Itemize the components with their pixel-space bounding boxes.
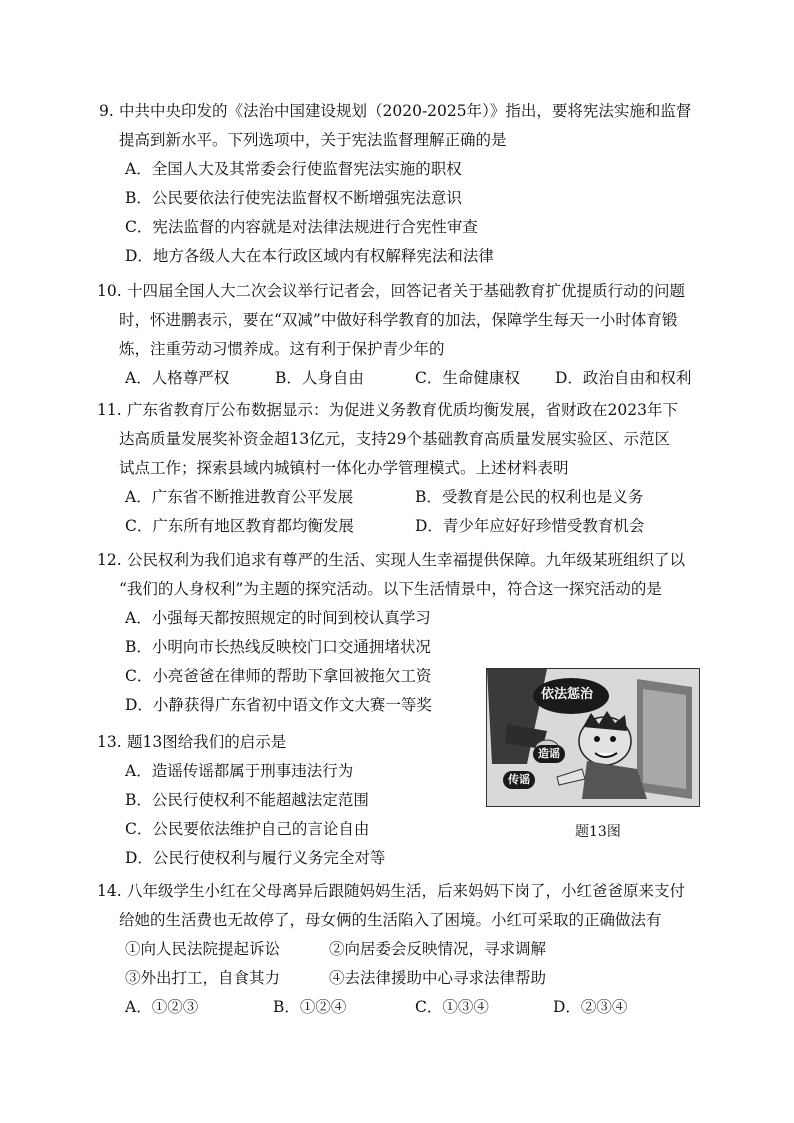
option-a: A．人格尊严权 [125, 369, 230, 387]
question-stem: 十四届全国人大二次会议举行记者会，回答记者关于基础教育扩优提质行动的问题 [127, 282, 686, 300]
option-c: C．①③④ [415, 998, 489, 1016]
statement-2: ②向居委会反映情况，寻求调解 [329, 940, 547, 958]
question-stem: 试点工作；探索县域内城镇村一体化办学管理模式。上述材料表明 [119, 459, 569, 477]
question-13-figure [486, 668, 700, 807]
question-stem: 给她的生活费也无故停了，母女俩的生活陷入了困境。小红可采取的正确做法有 [119, 911, 662, 929]
statement-1: ①向人民法院提起诉讼 [125, 940, 281, 958]
option-d: D．地方各级人大在本行政区域内有权解释宪法和法律 [125, 247, 494, 265]
question-stem: “我们的人身权利”为主题的探究活动。以下生活情景中，符合这一探究活动的是 [119, 580, 662, 598]
statement-3: ③外出打工，自食其力 [125, 969, 281, 987]
option-d: D．小静获得广东省初中语文作文大赛一等奖 [125, 696, 432, 714]
question-number: 13. [97, 733, 122, 751]
option-b: B．公民行使权利不能超越法定范围 [125, 791, 369, 809]
question-number: 14. [97, 882, 122, 900]
question-14 [97, 877, 707, 1022]
question-11 [97, 396, 707, 541]
option-d: D．青少年应好好珍惜受教育机会 [415, 517, 645, 535]
option-b: B．公民要依法行使宪法监督权不断增强宪法意识 [125, 189, 462, 207]
question-stem: 中共中央印发的《法治中国建设规划（2020-2025年）》指出，要将宪法实施和监督 [119, 102, 692, 120]
question-9 [97, 97, 707, 271]
question-number: 11. [97, 401, 122, 419]
option-d: D．②③④ [553, 998, 628, 1016]
option-d: D．政治自由和权利 [555, 369, 692, 387]
option-b: B．受教育是公民的权利也是义务 [415, 488, 644, 506]
question-stem: 公民权利为我们追求有尊严的生活、实现人生幸福提供保障。九年级某班组织了以 [127, 551, 686, 569]
option-a: A．广东省不断推进教育公平发展 [125, 488, 354, 506]
question-stem: 提高到新水平。下列选项中，关于宪法监督理解正确的是 [119, 131, 507, 149]
question-stem: 广东省教育厅公布数据显示：为促进义务教育优质均衡发展，省财政在2023年下 [127, 401, 678, 419]
figure-caption: 题13图 [575, 824, 621, 840]
option-d: D．公民行使权利与履行义务完全对等 [125, 849, 386, 867]
option-b: B．人身自由 [275, 369, 364, 387]
option-c: C．公民要依法维护自己的言论自由 [125, 820, 370, 838]
option-c: C．小亮爸爸在律师的帮助下拿回被拖欠工资 [125, 667, 432, 685]
question-stem: 题13图给我们的启示是 [127, 733, 287, 751]
question-stem: 达高质量发展奖补资金超13亿元，支持29个基础教育高质量发展实验区、示范区 [119, 430, 670, 448]
statement-4: ④去法律援助中心寻求法律帮助 [329, 969, 547, 987]
option-a: A．小强每天都按照规定的时间到校认真学习 [125, 609, 431, 627]
option-c: C．广东所有地区教育都均衡发展 [125, 517, 354, 535]
question-stem: 八年级学生小红在父母离异后跟随妈妈生活，后来妈妈下岗了，小红爸爸原来支付 [127, 882, 686, 900]
option-b: B．小明向市长热线反映校门口交通拥堵状况 [125, 638, 431, 656]
question-13 [97, 728, 477, 873]
option-a: A．造谣传谣都属于刑事违法行为 [125, 762, 354, 780]
option-c: C．宪法监督的内容就是对法律法规进行合宪性审查 [125, 218, 478, 236]
question-10 [97, 277, 707, 393]
bubble-label: 依法惩治 [541, 687, 594, 702]
question-stem: 时，怀进鹏表示，要在“双减”中做好科学教育的加法，保障学生每天一小时体育锻 [119, 311, 678, 329]
question-number: 9. [99, 102, 114, 120]
option-a: A．全国人大及其常委会行使监督宪法实施的职权 [125, 160, 462, 178]
option-b: B．①②④ [273, 998, 347, 1016]
option-c: C．生命健康权 [415, 369, 520, 387]
question-number: 10. [97, 282, 122, 300]
question-stem: 炼，注重劳动习惯养成。这有利于保护青少年的 [119, 340, 445, 358]
tag-label-1: 造谣 [533, 745, 565, 763]
question-number: 12. [97, 551, 122, 569]
tag-label-2: 传谣 [503, 771, 535, 789]
option-a: A．①②③ [125, 998, 199, 1016]
